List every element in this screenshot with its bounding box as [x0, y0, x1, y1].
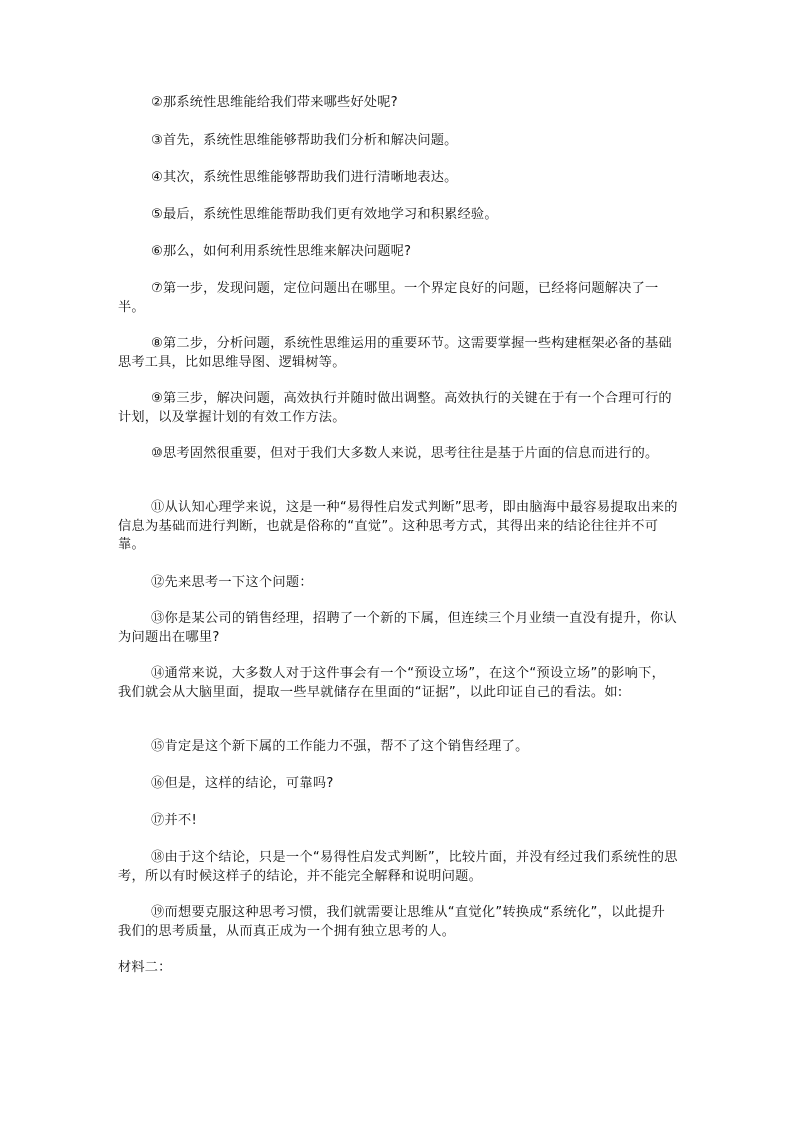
paragraph-15: ⑮肯定是这个新下属的工作能力不强，帮不了这个销售经理了。 [151, 739, 529, 754]
paragraph-2: ②那系统性思维能给我们带来哪些好处呢? [151, 95, 398, 110]
paragraph-14: ⑭通常来说，大多数人对于这件事会有一个“预设立场”，在这个“预设立场”的影响下，我们就会从大脑里面，提取一些早就储存在里面的“证据”，以此印证自己的看法。如: [118, 666, 666, 700]
paragraph-9: ⑨第三步，解决问题，高效执行并随时做出调整。高效执行的关键在于有一个合理可行的计划，以及掌握计划的有效工作方法。 [118, 391, 672, 425]
paragraph-6: ⑥那么，如何利用系统性思维来解决问题呢? [151, 244, 412, 259]
paragraph-4: ④其次，系统性思维能够帮助我们进行清晰地表达。 [151, 170, 458, 185]
paragraph-7: ⑦第一步，发现问题，定位问题出在哪里。一个界定良好的问题，已经将问题解决了一半。 [118, 281, 659, 315]
paragraph-8: ⑧第二步，分析问题，系统性思维运用的重要环节。这需要掌握一些构建框架必备的基础思考工具，比如思维导图、逻辑树等。 [118, 336, 672, 370]
paragraph-11: ⑪从认知心理学来说，这是一种“易得性启发式判断”思考，即由脑海中最容易提取出来的信息为基础而进行判断，也就是俗称的“直觉”。这种思考方式，其得出来的结论往往并不可靠。 [118, 500, 678, 552]
paragraph-17: ⑰并不! [151, 813, 198, 828]
paragraph-12: ⑫先来思考一下这个问题： [151, 575, 313, 590]
paragraph-13: ⑬你是某公司的销售经理，招聘了一个新的下属，但连续三个月业绩一直没有提升，你认为问题出在哪里? [118, 611, 678, 645]
paragraph-16: ⑯但是，这样的结论，可靠吗? [151, 776, 334, 791]
paragraph-18: ⑱由于这个结论，只是一个“易得性启发式判断”，比较片面，并没有经过我们系统性的思考，所以有时候这样子的结论，并不能完全解释和说明问题。 [118, 850, 678, 884]
section-heading-material-two: 材料二： [118, 960, 172, 975]
paragraph-3: ③首先，系统性思维能够帮助我们分析和解决问题。 [151, 133, 458, 148]
paragraph-10: ⑩思考固然很重要，但对于我们大多数人来说，思考往往是基于片面的信息而进行的。 [151, 446, 659, 461]
paragraph-19: ⑲而想要克服这种思考习惯，我们就需要让思维从“直觉化”转换成“系统化”，以此提升我们的思考质量，从而真正成为一个拥有独立思考的人。 [118, 905, 666, 939]
paragraph-5: ⑤最后，系统性思维能帮助我们更有效地学习和积累经验。 [151, 207, 498, 222]
